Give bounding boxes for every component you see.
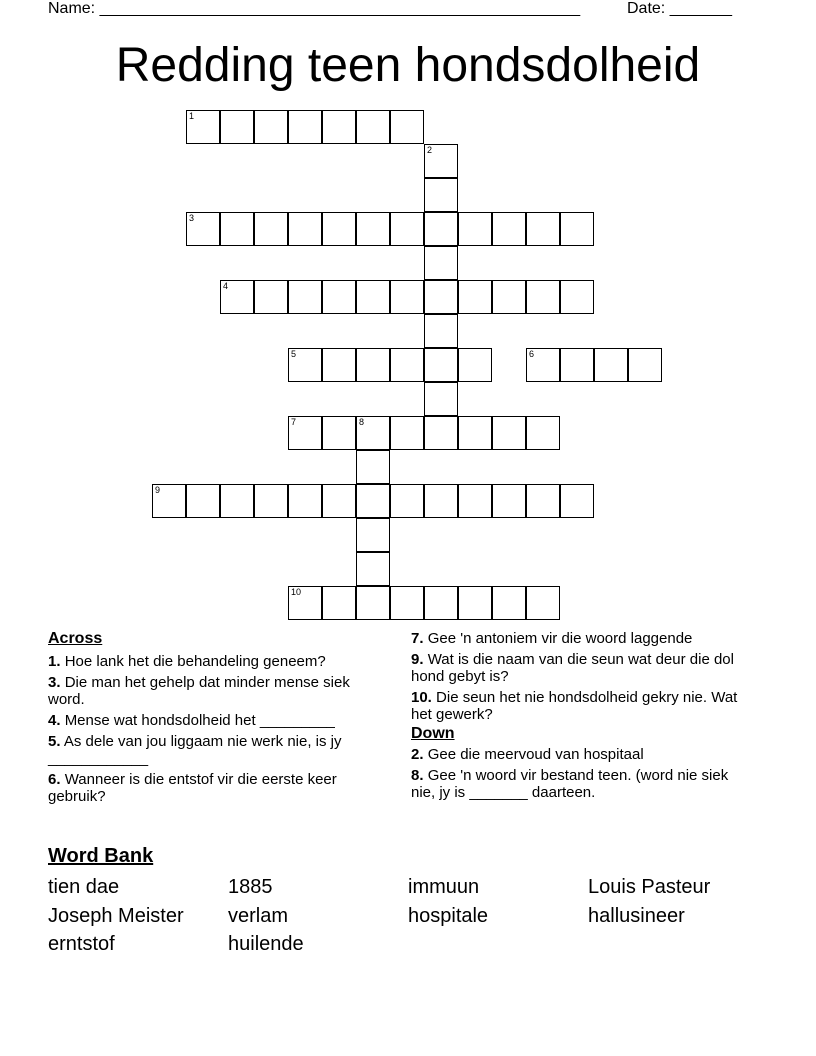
date-field-label[interactable]: Date: _______ — [627, 0, 732, 17]
clue-across-10: 10. Die seun het nie hondsdolheid gekry nie. Wat het gewerk? — [411, 689, 738, 723]
crossword-cell[interactable] — [492, 280, 526, 314]
crossword-cell[interactable] — [526, 416, 560, 450]
crossword-cell[interactable] — [356, 484, 390, 518]
down-heading: Down — [411, 725, 455, 742]
crossword-cell[interactable] — [322, 586, 356, 620]
crossword-cell[interactable] — [356, 518, 390, 552]
crossword-cell[interactable] — [356, 212, 390, 246]
crossword-cell[interactable] — [288, 586, 322, 620]
crossword-cell[interactable] — [424, 314, 458, 348]
crossword-cell[interactable] — [390, 484, 424, 518]
crossword-cell[interactable] — [356, 552, 390, 586]
crossword-cell[interactable] — [356, 110, 390, 144]
crossword-cell[interactable] — [492, 586, 526, 620]
crossword-cell[interactable] — [356, 416, 390, 450]
crossword-cell[interactable] — [424, 348, 458, 382]
clue-number: 2 — [427, 145, 433, 155]
crossword-cell[interactable] — [424, 484, 458, 518]
clue-number: 6 — [529, 349, 535, 359]
crossword-cell[interactable] — [560, 280, 594, 314]
crossword-cell[interactable] — [390, 416, 424, 450]
crossword-cell[interactable] — [492, 416, 526, 450]
crossword-cell[interactable] — [526, 212, 560, 246]
clue-across-3: 3. Die man het gehelp dat minder mense siek word. — [48, 674, 350, 708]
crossword-cell[interactable] — [424, 212, 458, 246]
clue-number: 3 — [189, 213, 195, 223]
crossword-cell[interactable] — [356, 348, 390, 382]
clue-number: 7 — [291, 417, 297, 427]
across-heading: Across — [48, 630, 103, 647]
crossword-cell[interactable] — [560, 348, 594, 382]
crossword-cell[interactable] — [390, 110, 424, 144]
crossword-cell[interactable] — [458, 416, 492, 450]
clue-across-9: 9. Wat is die naam van die seun wat deur die dol hond gebyt is? — [411, 651, 734, 685]
crossword-cell[interactable] — [492, 212, 526, 246]
clue-across-6: 6. Wanneer is die entstof vir die eerste keer gebruik? — [48, 771, 337, 805]
crossword-cell[interactable] — [254, 110, 288, 144]
crossword-cell[interactable] — [424, 416, 458, 450]
clue-number: 1 — [189, 111, 195, 121]
clues-column-right — [411, 628, 756, 801]
crossword-cell[interactable] — [526, 348, 560, 382]
crossword-cell[interactable] — [424, 144, 458, 178]
word-bank-item: 1885 — [228, 876, 273, 898]
crossword-cell[interactable] — [220, 212, 254, 246]
crossword-cell[interactable] — [424, 280, 458, 314]
crossword-cell[interactable] — [458, 212, 492, 246]
page-title: Redding teen hondsdolheid — [115, 39, 701, 92]
clues-column-left — [48, 628, 388, 805]
crossword-cell[interactable] — [288, 110, 322, 144]
crossword-cell[interactable] — [220, 484, 254, 518]
clue-number: 5 — [291, 349, 297, 359]
clue-number: 9 — [155, 485, 161, 495]
crossword-cell[interactable] — [220, 110, 254, 144]
crossword-cell[interactable] — [492, 484, 526, 518]
crossword-cell[interactable] — [288, 484, 322, 518]
crossword-cell[interactable] — [458, 586, 492, 620]
crossword-cell[interactable] — [594, 348, 628, 382]
clue-down-2: 2. Gee die meervoud van hospitaal — [411, 746, 644, 763]
crossword-cell[interactable] — [186, 484, 220, 518]
crossword-cell[interactable] — [186, 110, 220, 144]
crossword-cell[interactable] — [288, 416, 322, 450]
crossword-cell[interactable] — [424, 178, 458, 212]
crossword-cell[interactable] — [526, 484, 560, 518]
clue-number: 10 — [291, 587, 302, 597]
crossword-cell[interactable] — [322, 484, 356, 518]
word-bank-title: Word Bank — [48, 845, 154, 867]
crossword-cell[interactable] — [560, 212, 594, 246]
clue-across-1: 1. Hoe lank het die behandeling geneem? — [48, 653, 326, 670]
crossword-cell[interactable] — [560, 484, 594, 518]
crossword-cell[interactable] — [322, 110, 356, 144]
clue-number: 8 — [359, 417, 365, 427]
word-bank-item: Louis Pasteur — [588, 876, 711, 898]
crossword-cell[interactable] — [254, 484, 288, 518]
word-bank-item: hospitale — [408, 905, 489, 927]
clue-number: 4 — [223, 281, 229, 291]
crossword-cell[interactable] — [390, 280, 424, 314]
crossword-cell[interactable] — [424, 382, 458, 416]
crossword-cell[interactable] — [458, 280, 492, 314]
word-bank-item: tien dae — [48, 876, 120, 898]
crossword-cell[interactable] — [526, 280, 560, 314]
crossword-cell[interactable] — [458, 348, 492, 382]
crossword-cell[interactable] — [288, 348, 322, 382]
crossword-cell[interactable] — [628, 348, 662, 382]
crossword-cell[interactable] — [322, 348, 356, 382]
clue-down-8: 8. Gee 'n woord vir bestand teen. (word nie siek nie, jy is _______ daarteen. — [411, 767, 729, 801]
crossword-cell[interactable] — [288, 212, 322, 246]
crossword-cell[interactable] — [356, 280, 390, 314]
crossword-cell[interactable] — [322, 416, 356, 450]
name-field-label[interactable]: Name: ______________________________________________________ — [48, 0, 581, 17]
crossword-cell[interactable] — [356, 586, 390, 620]
word-bank-item: immuun — [408, 876, 480, 898]
crossword-cell[interactable] — [458, 484, 492, 518]
clue-across-7: 7. Gee 'n antoniem vir die woord laggende — [411, 630, 693, 647]
word-bank-item: Joseph Meister — [48, 905, 184, 927]
crossword-cell[interactable] — [254, 280, 288, 314]
crossword-cell[interactable] — [424, 246, 458, 280]
clue-across-5: 5. As dele van jou liggaam nie werk nie, is jy ____________ — [48, 733, 342, 767]
crossword-cell[interactable] — [390, 212, 424, 246]
crossword-cell[interactable] — [390, 348, 424, 382]
crossword-cell[interactable] — [288, 280, 322, 314]
crossword-cell[interactable] — [220, 280, 254, 314]
word-bank-item: erntstof — [48, 933, 115, 955]
word-bank-item: hallusineer — [588, 905, 685, 927]
crossword-cell[interactable] — [254, 212, 288, 246]
crossword-cell[interactable] — [322, 212, 356, 246]
crossword-cell[interactable] — [186, 212, 220, 246]
clue-across-4: 4. Mense wat hondsdolheid het _________ — [48, 712, 335, 729]
crossword-cell[interactable] — [152, 484, 186, 518]
word-bank-item: verlam — [228, 905, 289, 927]
crossword-cell[interactable] — [322, 280, 356, 314]
word-bank-item: huilende — [228, 933, 304, 955]
crossword-cell[interactable] — [424, 586, 458, 620]
crossword-cell[interactable] — [356, 450, 390, 484]
crossword-cell[interactable] — [526, 586, 560, 620]
crossword-cell[interactable] — [390, 586, 424, 620]
